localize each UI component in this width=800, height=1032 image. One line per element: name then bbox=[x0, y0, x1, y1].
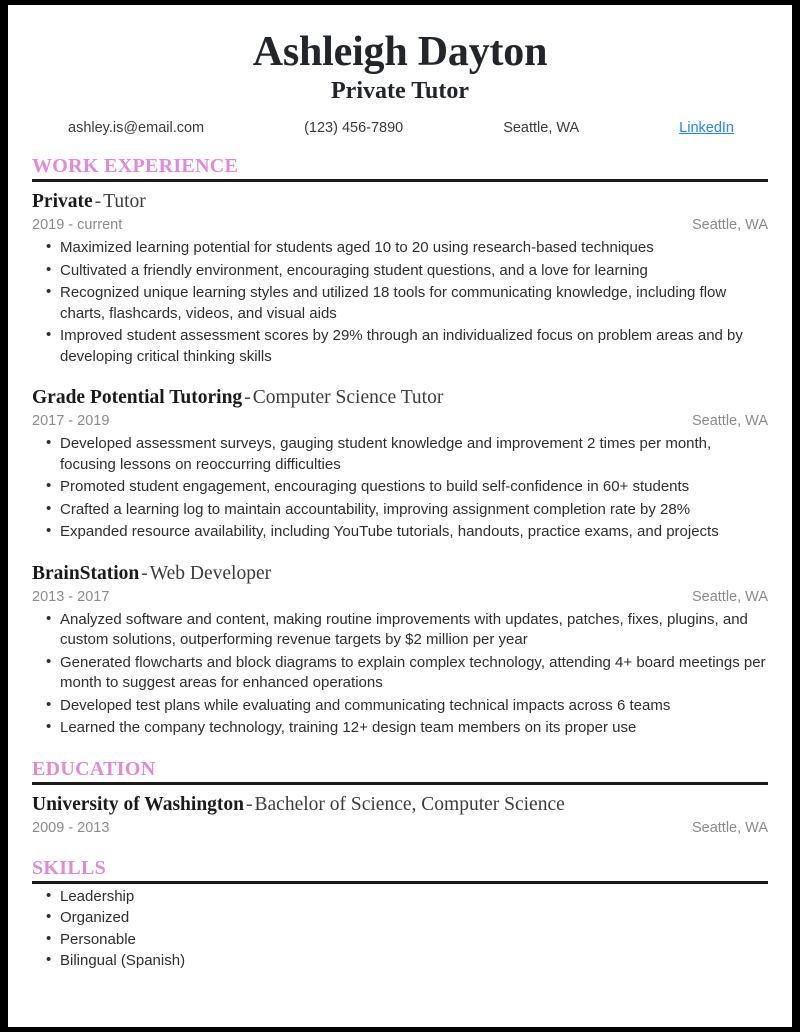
resume-page bbox=[8, 5, 792, 1027]
section-heading-education: EDUCATION bbox=[32, 757, 156, 780]
entry-dates: 2019 - current bbox=[32, 217, 123, 233]
entry-meta bbox=[32, 587, 768, 607]
entry-separator: - bbox=[141, 562, 148, 584]
entry-dates: 2013 - 2017 bbox=[32, 588, 110, 605]
bullet-item: • Cultivated a friendly environment, encouraging student questions, and a love for learning bbox=[32, 261, 768, 282]
section-skills bbox=[32, 857, 768, 972]
bullet-item: • Promoted student engagement, encouraging questions to build self-confidence in 60+ students bbox=[32, 477, 768, 498]
skills-list bbox=[32, 887, 768, 972]
entry-title-line bbox=[32, 793, 768, 817]
skill-item: • Organized bbox=[32, 908, 768, 929]
entry-role: Web Developer bbox=[149, 562, 272, 584]
entry-title-line bbox=[32, 562, 768, 586]
bullet-item: • Recognized unique learning styles and utilized 18 tools for communicating knowledge, including flow charts, flashcards, videos, and visual aids bbox=[32, 283, 768, 324]
bullet-item: • Analyzed software and content, making routine improvements with updates, patches, fixes, plugins, and custom solutions, outperforming revenue targets by $2 million per year bbox=[32, 610, 768, 651]
bullet-item: • Developed test plans while evaluating and communicating technical impacts across 6 teams bbox=[32, 696, 768, 717]
entry-title-line bbox=[32, 386, 768, 410]
entry-title-line bbox=[32, 190, 768, 214]
bullet-item: • Maximized learning potential for students aged 10 to 20 using research-based techniques bbox=[32, 238, 768, 259]
resume-header bbox=[32, 27, 768, 136]
entry-role: Computer Science Tutor bbox=[252, 387, 444, 408]
entry-meta bbox=[32, 818, 768, 838]
contact-linkedin-link[interactable]: LinkedIn bbox=[679, 120, 734, 136]
entry-organization: University of Washington bbox=[32, 793, 245, 815]
entry-organization: Private bbox=[32, 191, 93, 212]
contact-email[interactable]: ashley.is@email.com bbox=[68, 120, 205, 136]
section-heading-work: WORK EXPERIENCE bbox=[32, 155, 239, 177]
entry-meta bbox=[32, 411, 768, 431]
entry-location: Seattle, WA bbox=[691, 413, 768, 429]
section-divider bbox=[32, 782, 768, 785]
skill-item: • Bilingual (Spanish) bbox=[32, 951, 768, 972]
section-divider bbox=[32, 179, 768, 182]
section-education bbox=[32, 758, 768, 838]
entry-role: Tutor bbox=[103, 191, 146, 212]
entry-bullet-list bbox=[32, 434, 768, 543]
bullet-item: • Learned the company technology, training 12+ design team members on its proper use bbox=[32, 718, 768, 739]
entry-location: Seattle, WA bbox=[691, 819, 768, 836]
entry-location: Seattle, WA bbox=[691, 217, 768, 233]
section-work-experience bbox=[32, 155, 768, 739]
entry-bullet-list bbox=[32, 238, 768, 367]
entry-organization: BrainStation bbox=[32, 562, 140, 584]
entry-separator: - bbox=[244, 387, 251, 408]
candidate-name: Ashleigh Dayton bbox=[252, 29, 548, 75]
work-entry bbox=[32, 386, 768, 543]
entry-dates: 2009 - 2013 bbox=[32, 819, 110, 836]
candidate-title: Private Tutor bbox=[331, 78, 469, 104]
contact-location: Seattle, WA bbox=[503, 120, 580, 136]
entry-bullet-list bbox=[32, 610, 768, 739]
bullet-item: • Generated flowcharts and block diagrams to explain complex technology, attending 4+ board meetings per month to suggest areas for enhanced operations bbox=[32, 653, 768, 694]
entry-location: Seattle, WA bbox=[691, 588, 768, 605]
contact-row bbox=[32, 120, 768, 136]
bullet-item: • Developed assessment surveys, gauging student knowledge and improvement 2 times per month, focusing lessons on reoccurring difficulties bbox=[32, 434, 768, 475]
entry-dates: 2017 - 2019 bbox=[32, 413, 110, 429]
entry-separator: - bbox=[94, 191, 102, 212]
skill-item: • Personable bbox=[32, 930, 768, 951]
contact-phone[interactable]: (123) 456-7890 bbox=[304, 120, 404, 136]
section-heading-skills: SKILLS bbox=[32, 856, 107, 879]
education-entry bbox=[32, 793, 768, 838]
entry-meta bbox=[32, 215, 768, 235]
work-entry bbox=[32, 562, 768, 739]
section-divider bbox=[32, 881, 768, 884]
entry-organization: Grade Potential Tutoring bbox=[32, 387, 243, 408]
bullet-item: • Improved student assessment scores by 29% through an individualized focus on problem areas and by developing critical thinking skills bbox=[32, 326, 768, 367]
entry-separator: - bbox=[246, 793, 253, 815]
skill-item: • Leadership bbox=[32, 887, 768, 908]
entry-degree: Bachelor of Science, Computer Science bbox=[254, 793, 565, 815]
bullet-item: • Expanded resource availability, including YouTube tutorials, handouts, practice exams, and projects bbox=[32, 522, 768, 543]
work-entry bbox=[32, 190, 768, 367]
bullet-item: • Crafted a learning log to maintain accountability, improving assignment completion rate by 28% bbox=[32, 500, 768, 521]
